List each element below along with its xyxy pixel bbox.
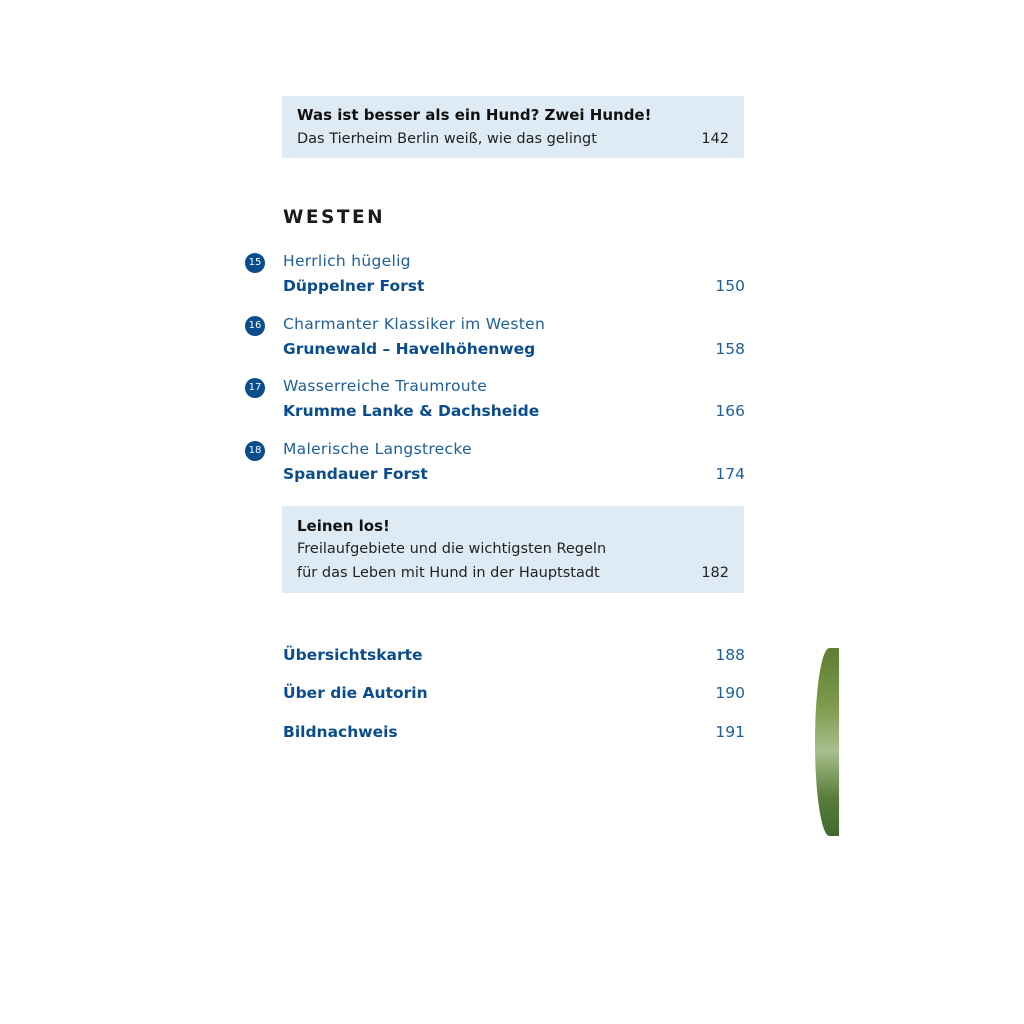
toc-entry[interactable] bbox=[245, 312, 745, 360]
entry-page-number[interactable]: 174 bbox=[715, 465, 745, 483]
toc-appendix-item[interactable] bbox=[283, 684, 745, 706]
route-number-badge: 18 bbox=[245, 441, 265, 461]
entry-page-number[interactable]: 166 bbox=[715, 402, 745, 420]
appendix-label[interactable]: Über die Autorin bbox=[283, 684, 428, 702]
info-box-bottom bbox=[282, 506, 744, 593]
entry-title[interactable]: Düppelner Forst bbox=[283, 277, 425, 295]
info-box-top bbox=[282, 96, 744, 158]
section-heading: WESTEN bbox=[283, 207, 386, 228]
entry-subtitle: Malerische Langstrecke bbox=[283, 440, 472, 458]
info-box-text-line: Freilaufgebiete und die wichtigsten Regeln bbox=[297, 541, 607, 557]
toc-entry[interactable] bbox=[245, 249, 745, 297]
entry-page-number[interactable]: 150 bbox=[715, 277, 745, 295]
info-box-page-number[interactable]: 142 bbox=[701, 131, 729, 147]
info-box-title: Leinen los! bbox=[297, 517, 390, 535]
cropped-photo bbox=[815, 648, 839, 836]
entry-subtitle: Charmanter Klassiker im Westen bbox=[283, 315, 546, 333]
toc-entry[interactable] bbox=[245, 374, 745, 422]
route-number-badge: 16 bbox=[245, 316, 265, 336]
info-box-text-row bbox=[297, 565, 729, 581]
entry-subtitle: Herrlich hügelig bbox=[283, 252, 411, 270]
entry-title[interactable]: Grunewald – Havelhöhenweg bbox=[283, 340, 536, 358]
appendix-page-number[interactable]: 188 bbox=[715, 646, 745, 664]
entry-title[interactable]: Krumme Lanke & Dachsheide bbox=[283, 402, 540, 420]
appendix-label[interactable]: Übersichtskarte bbox=[283, 646, 423, 664]
info-box-page-number[interactable]: 182 bbox=[701, 565, 729, 581]
appendix-page-number[interactable]: 190 bbox=[715, 684, 745, 702]
entry-title[interactable]: Spandauer Forst bbox=[283, 465, 428, 483]
route-number-badge: 15 bbox=[245, 253, 265, 273]
info-box-text-line: für das Leben mit Hund in der Hauptstadt bbox=[297, 565, 600, 581]
entry-page-number[interactable]: 158 bbox=[715, 340, 745, 358]
info-box-text: Das Tierheim Berlin weiß, wie das gelingt bbox=[297, 131, 597, 147]
toc-entry[interactable] bbox=[245, 437, 745, 485]
toc-appendix-item[interactable] bbox=[283, 723, 745, 745]
entry-subtitle: Wasserreiche Traumroute bbox=[283, 377, 488, 395]
appendix-label[interactable]: Bildnachweis bbox=[283, 723, 398, 741]
route-number-badge: 17 bbox=[245, 378, 265, 398]
toc-appendix-item[interactable] bbox=[283, 646, 745, 668]
info-box-title: Was ist besser als ein Hund? Zwei Hunde! bbox=[297, 106, 652, 124]
info-box-text-row bbox=[297, 131, 729, 147]
appendix-page-number[interactable]: 191 bbox=[715, 723, 745, 741]
